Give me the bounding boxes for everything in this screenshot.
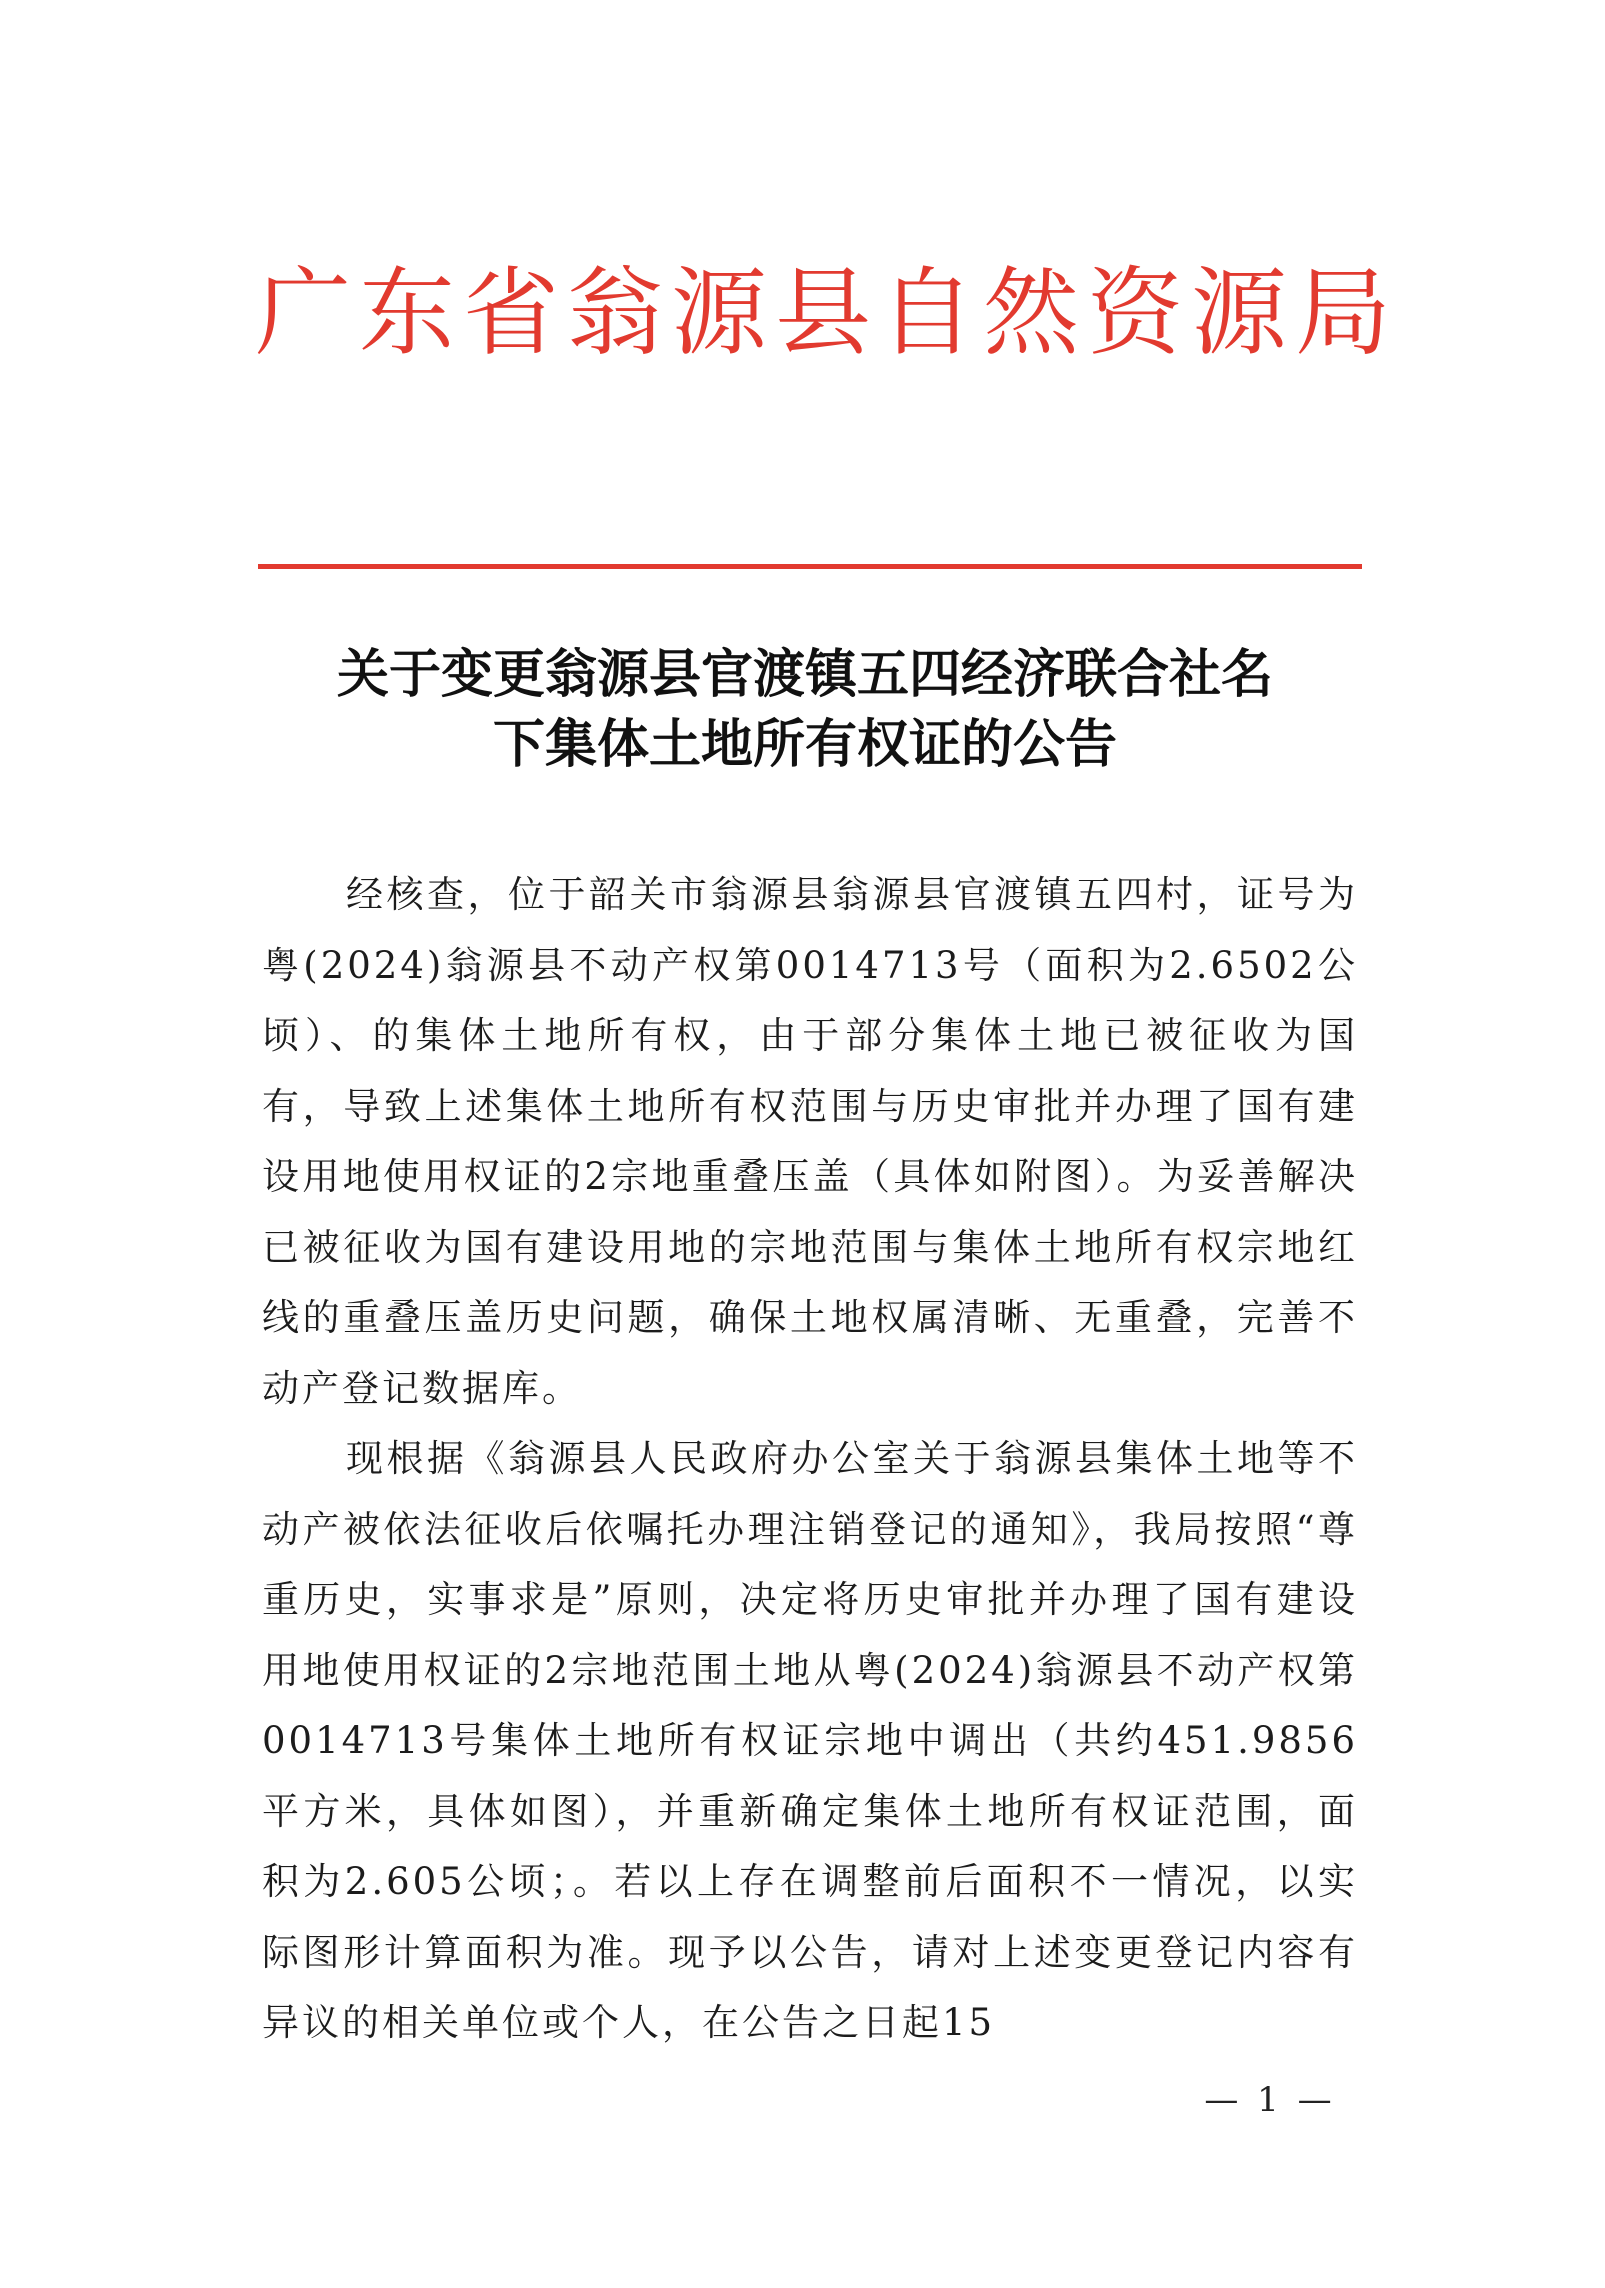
- body-paragraph-2: 现根据《翁源县人民政府办公室关于翁源县集体土地等不动产被依法征收后依嘱托办理注销登记的通知》，我局按照“尊重历史，实事求是”原则，决定将历史审批并办理了国有建设用地使用权证的2宗地范围土地从粤(2024)翁源县不动产权第0014713号集体土地所有权证宗地中调出（共约451.9856平方米，具体如图），并重新确定集体土地所有权证范围，面积为2.605公顷；。若以上存在调整前后面积不一情况，以实际图形计算面积为准。现予以公告，请对上述变更登记内容有异议的相关单位或个人，在公告之日起15: [262, 1437, 1358, 2044]
- document-body: [262, 860, 1358, 2059]
- document-title-line-2: 下集体土地所有权证的公告: [492, 715, 1117, 775]
- page-number: — 1 —: [1204, 2080, 1336, 2120]
- agency-letterhead: 广东省翁源县自然资源局: [255, 257, 1399, 369]
- document-title: [230, 640, 1380, 780]
- document-title-line-1: 关于变更翁源县官渡镇五四经济联合社名: [336, 645, 1273, 705]
- body-paragraph-1: 经核查，位于韶关市翁源县翁源县官渡镇五四村，证号为粤(2024)翁源县不动产权第0014713号（面积为2.6502公顷）、的集体土地所有权，由于部分集体土地已被征收为国有，导致上述集体土地所有权范围与历史审批并办理了国有建设用地使用权证的2宗地重叠压盖（具体如附图）。为妥善解决已被征收为国有建设用地的宗地范围与集体土地所有权宗地红线的重叠压盖历史问题，确保土地权属清晰、无重叠，完善不动产登记数据库。: [262, 873, 1358, 1410]
- letterhead-divider: [258, 564, 1362, 569]
